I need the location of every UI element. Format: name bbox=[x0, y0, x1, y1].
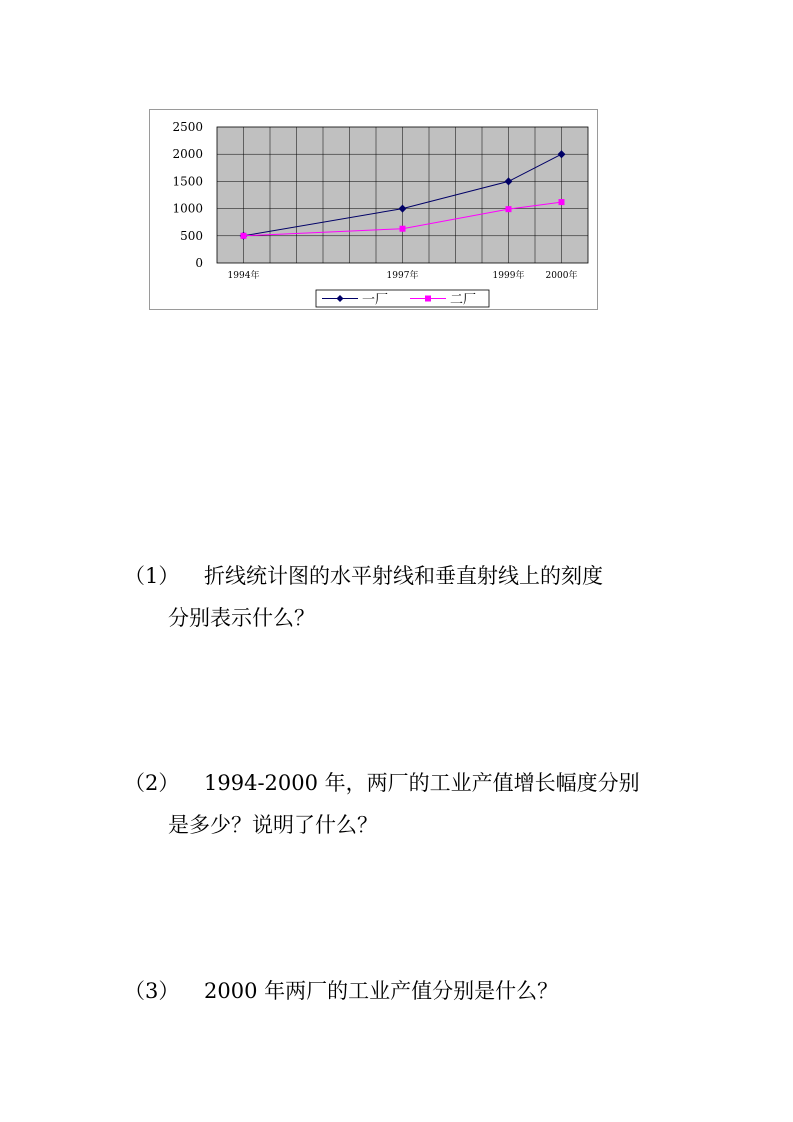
question-3-line-1: 2000 年两厂的工业产值分别是什么？ bbox=[204, 979, 559, 1003]
data-point-series-2 bbox=[241, 233, 247, 239]
question-1-line-1: 折线统计图的水平射线和垂直射线上的刻度 bbox=[204, 564, 603, 588]
data-point-series-2 bbox=[400, 226, 406, 232]
legend-label-1: 一厂 bbox=[362, 292, 389, 308]
question-1-number: （1） bbox=[124, 564, 180, 588]
data-point-series-2 bbox=[559, 199, 565, 205]
y-tick-label: 0 bbox=[195, 256, 203, 270]
legend-marker-2 bbox=[425, 296, 431, 302]
question-3-number: （3） bbox=[124, 979, 180, 1003]
x-tick-label: 2000年 bbox=[545, 271, 578, 281]
data-point-series-2 bbox=[506, 206, 512, 212]
y-tick-label: 500 bbox=[180, 228, 203, 243]
x-tick-label: 1997年 bbox=[386, 271, 419, 281]
question-2-line-1: 1994-2000 年，两厂的工业产值增长幅度分别 bbox=[204, 771, 640, 795]
chart-svg bbox=[150, 110, 599, 311]
question-2-line-2: 是多少？说明了什么？ bbox=[168, 813, 378, 837]
y-tick-label: 2000 bbox=[172, 147, 203, 162]
x-tick-label: 1994年 bbox=[227, 271, 260, 281]
y-tick-label: 1000 bbox=[172, 201, 203, 216]
x-tick-label: 1999年 bbox=[492, 271, 525, 281]
y-tick-label: 1500 bbox=[172, 174, 203, 189]
question-1-line-2: 分别表示什么？ bbox=[168, 606, 315, 630]
legend-label-2: 二厂 bbox=[450, 292, 477, 308]
y-tick-label: 2500 bbox=[172, 120, 203, 134]
question-2-number: （2） bbox=[124, 771, 180, 795]
line-chart bbox=[149, 109, 598, 310]
